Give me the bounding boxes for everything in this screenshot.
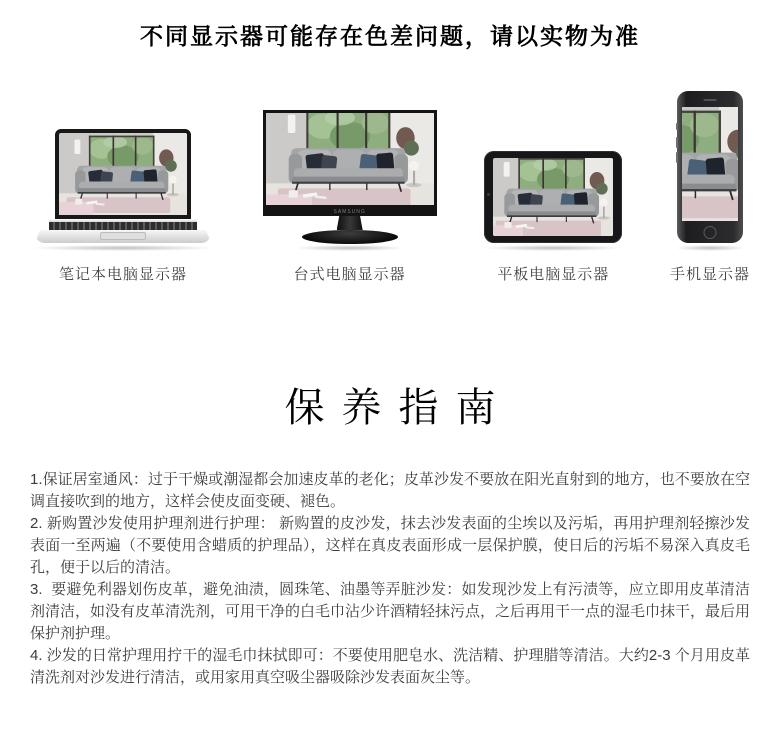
phone-side-button <box>676 152 678 163</box>
laptop-mockup <box>30 129 216 251</box>
tablet-mockup <box>483 151 623 251</box>
device-label-tablet: 平板电脑显示器 <box>497 266 610 283</box>
phone-screen <box>682 107 738 221</box>
device-label-laptop: 笔记本电脑显示器 <box>58 266 187 283</box>
laptop-keyboard <box>49 222 197 230</box>
phone-body <box>677 91 743 243</box>
monitor-mockup <box>263 110 437 251</box>
monitor-screen <box>263 110 437 208</box>
laptop-screen <box>55 129 191 219</box>
device-label-desktop: 台式电脑显示器 <box>293 266 406 283</box>
sofa-scene-image <box>682 107 738 221</box>
device-label-phone: 手机显示器 <box>669 266 750 283</box>
phone-mockup <box>675 91 745 251</box>
device-shadow <box>675 245 745 251</box>
care-guide-title: 保养指南 <box>284 386 513 430</box>
monitor-chin <box>263 208 437 216</box>
phone-speaker <box>703 99 716 101</box>
tablet-body <box>484 151 622 243</box>
laptop-touchpad <box>100 232 146 240</box>
monitor-stand-base <box>302 230 398 244</box>
tablet-screen <box>493 158 613 236</box>
device-shadow <box>30 245 216 251</box>
device-shadow <box>483 245 623 251</box>
sofa-scene-image <box>493 158 613 236</box>
care-guide-item-1: 1.保证居室通风：过于干燥或潮湿都会加速皮革的老化；皮革沙发不要放在阳光直射到的地方，也不要放在空调直接吹到的地方，这样会使皮面变硬、褪色。 <box>30 471 750 510</box>
sofa-scene-image <box>266 113 434 205</box>
sofa-scene-image <box>59 133 187 215</box>
device-shadow <box>295 245 405 251</box>
phone-side-button <box>676 137 678 148</box>
care-guide-text <box>0 469 780 689</box>
monitor-stand-neck <box>337 216 363 230</box>
phone-side-button <box>676 123 678 130</box>
device-desktop <box>263 110 437 284</box>
care-guide-item-4: 4. 沙发的日常护理用拧干的湿毛巾抹拭即可：不要使用肥皂水、洗洁精、护理腊等清洁。大约2-3 个月用皮革清洗剂对沙发进行清洁，或用家用真空吸尘器吸除沙发表面灰尘等。 <box>30 647 750 686</box>
care-guide-item-2: 2. 新购置沙发使用护理剂进行护理： 新购置的皮沙发，抹去沙发表面的尘埃以及污垢，再用护理剂轻擦沙发表面一至两遍（不要使用含蜡质的护理品），这样在真皮表面形成一层保护膜，使日后的污垢不易深入真皮毛孔，便于以后的清洁。 <box>30 515 750 576</box>
monitor-brand-mark: SAMSUNG <box>333 209 366 215</box>
device-display-row <box>0 91 780 284</box>
device-laptop <box>30 129 216 284</box>
color-difference-notice: 不同显示器可能存在色差问题，请以实物为准 <box>140 23 640 49</box>
device-phone <box>670 91 750 284</box>
phone-home-button <box>703 226 716 239</box>
laptop-base <box>35 230 211 243</box>
device-tablet <box>483 151 623 284</box>
care-guide-item-3: 3. 要避免利器划伤皮革，避免油渍，圆珠笔、油墨等弄脏沙发：如发现沙发上有污渍等，应立即用皮革清洁剂清洁，如没有皮革清洗剂，可用干净的白毛巾沾少许酒精轻抹污点，之后再用干一点的湿毛巾抹干，最后用保护剂护理。 <box>30 581 751 642</box>
